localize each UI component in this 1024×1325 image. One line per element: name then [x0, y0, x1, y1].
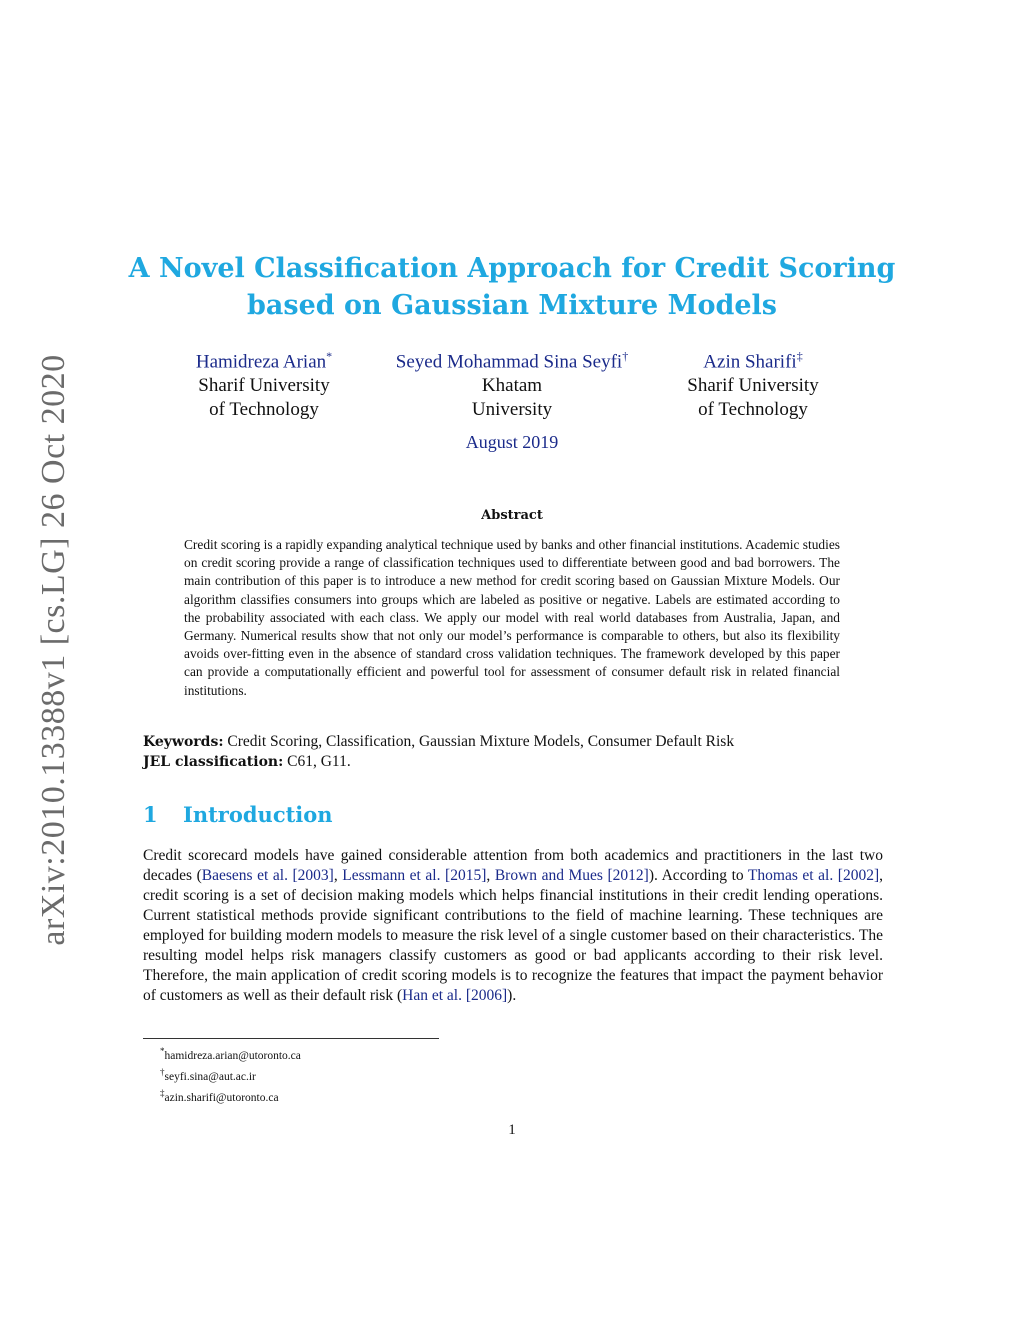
- footnote-item: ‡azin.sharifi@utoronto.ca: [160, 1087, 279, 1104]
- arxiv-identifier-stamp: arXiv:2010.13388v1 [cs.LG] 26 Oct 2020: [35, 354, 72, 946]
- citation-link[interactable]: Lessmann et al. [2015]: [342, 867, 487, 884]
- footnote-item: *hamidreza.arian@utoronto.ca: [160, 1046, 301, 1062]
- page-number: 1: [508, 1122, 516, 1138]
- author-affiliation: of Technology: [698, 399, 808, 421]
- keywords-block: [143, 732, 883, 772]
- author-name[interactable]: Seyed Mohammad Sina Seyfi†: [395, 349, 629, 373]
- citation-link[interactable]: Han et al. [2006]: [402, 987, 508, 1004]
- author-affiliation: Sharif University: [687, 375, 819, 397]
- author-affiliation: University: [471, 399, 553, 421]
- author-name[interactable]: Hamidreza Arian*: [195, 349, 333, 373]
- abstract-text: Credit scoring is a rapidly expanding analytical technique used by banks and other financial institutions. Academic studies on credit scoring provide a range of classification techniques used to differentiate between good and bad borrowers. The main contribution of this paper is to introduce a new method for credit scoring based on Gaussian Mixture Models. Our algorithm classifies consumers into groups which are labeled as positive or negative. Labels are estimated according to the probability associated with each class. We apply our model with real world databases from Australia, Japan, and Germany. Numerical results show that not only our model’s performance is comparable to others, but also its flexibility avoids over-fitting even in the absence of standard cross validation techniques. The framework developed by this paper can provide a computationally efficient and powerful tool for assessment of consumer default risk in related financial institutions.: [184, 537, 840, 698]
- author-block: [372, 344, 652, 422]
- introduction-paragraph: Credit scorecard models have gained considerable attention from both academics and practitioners in the last two decades (Baesens et al. [2003], Lessmann et al. [2015], Brown and Mues [2012]). According to Thomas et al. [2002], credit scoring is a set of decision making models which helps financial institutions in their credit lending operations. Current statistical methods provide significant contributions to the field of machine learning. These techniques are employed for building modern models to measure the risk level of a single customer based on their characteristics. The resulting model helps risk managers classify customers as good or bad applicants according to their risk level. Therefore, the main application of credit scoring models is to recognize the features that impact the payment behavior of customers as well as their default risk (Han et al. [2006]).: [143, 847, 883, 1004]
- footnote-list: [160, 1043, 301, 1105]
- keywords-value: Credit Scoring, Classification, Gaussian Mixture Models, Consumer Default Risk: [223, 733, 735, 750]
- citation-link[interactable]: Brown and Mues [2012]: [494, 867, 649, 884]
- jel-value: C61, G11.: [283, 753, 351, 770]
- author-affiliation: Sharif University: [198, 375, 330, 397]
- citation-link[interactable]: Baesens et al. [2003]: [201, 867, 334, 884]
- author-block: [663, 344, 843, 422]
- section-number: 1: [143, 802, 158, 827]
- author-affiliation: Khatam: [481, 375, 543, 397]
- author-email[interactable]: hamidreza.arian@utoronto.ca: [164, 1049, 301, 1062]
- author-email[interactable]: seyfi.sina@aut.ac.ir: [164, 1070, 256, 1083]
- footnote-item: †seyfi.sina@aut.ac.ir: [160, 1066, 256, 1083]
- section-title: Introduction: [183, 802, 333, 827]
- author-name[interactable]: Azin Sharifi‡: [703, 349, 803, 373]
- footnote-mark: †: [622, 349, 629, 363]
- footnote-mark: ‡: [796, 349, 803, 363]
- publication-date: August 2019: [465, 432, 559, 452]
- author-email[interactable]: azin.sharifi@utoronto.ca: [164, 1091, 279, 1104]
- footnote-mark: *: [326, 349, 333, 363]
- author-affiliation: of Technology: [209, 399, 319, 421]
- keywords-label: Keywords:: [143, 734, 224, 750]
- author-block: [174, 344, 354, 422]
- footnote-divider: [143, 1038, 439, 1039]
- abstract-heading: Abstract: [481, 508, 543, 523]
- paper-title: A Novel Classification Approach for Credit Scoring based on Gaussian Mixture Models: [128, 253, 896, 321]
- section-heading-introduction: [143, 802, 333, 827]
- jel-label: JEL classification:: [143, 754, 284, 770]
- citation-link[interactable]: Thomas et al. [2002]: [747, 867, 880, 884]
